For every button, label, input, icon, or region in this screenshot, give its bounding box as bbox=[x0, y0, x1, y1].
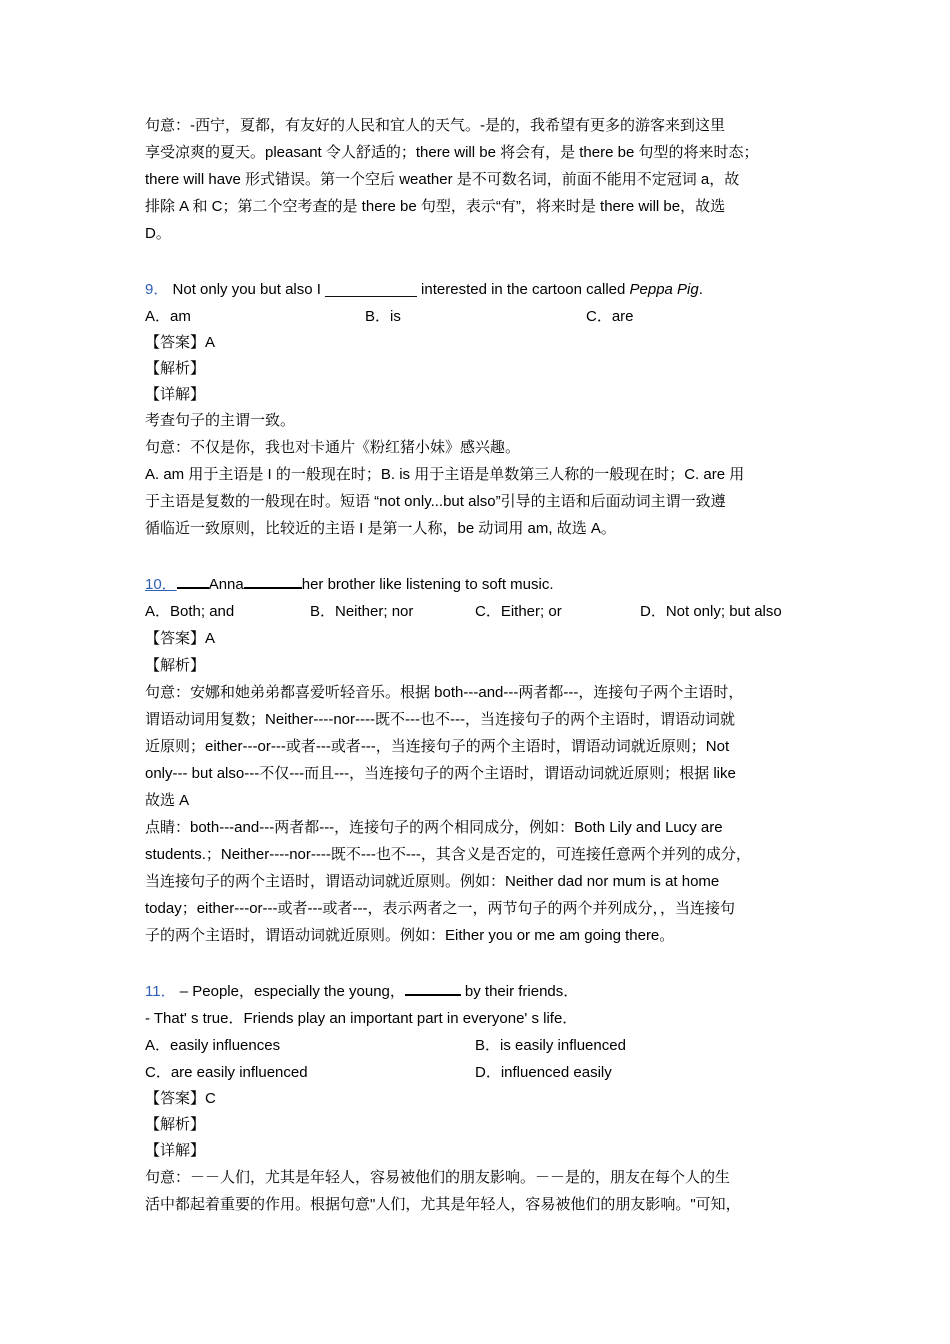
option-b: B．Neither; nor bbox=[310, 603, 414, 620]
option-a: A．easily influences bbox=[145, 1037, 281, 1054]
text-line: 点睛：both---and---两者都---，连接句子的两个相同成分，例如：Both Lily and Lucy are bbox=[145, 819, 723, 836]
stem-text: interested in the cartoon called bbox=[421, 281, 626, 298]
detail-label: 【详解】 bbox=[145, 1142, 206, 1159]
question-stem bbox=[145, 978, 810, 1005]
document-page bbox=[145, 112, 810, 1218]
analysis-label: 【解析】 bbox=[145, 657, 206, 674]
options-row bbox=[145, 303, 810, 330]
text-line: 于主语是复数的一般现在时。短语 “not only...but also”引导的主语和后面动词主谓一致遵 bbox=[145, 493, 726, 510]
question-11 bbox=[145, 978, 810, 1218]
answer-label: 【答案】C bbox=[145, 1090, 216, 1107]
question-stem bbox=[145, 571, 810, 598]
dialogue-line: - That' s true．Friends play an important part in everyone' s life． bbox=[145, 1010, 578, 1027]
text-line: 近原则；either---or---或者---或者---，当连接句子的两个主语时，谓语动词就近原则；Not bbox=[145, 738, 730, 755]
options-row bbox=[145, 1032, 810, 1059]
detail-label: 【详解】 bbox=[145, 386, 206, 403]
text-line: only--- but also---不仅---而且---，当连接句子的两个主语时，谓语动词就近原则；根据 like bbox=[145, 765, 736, 782]
text-line: 考查句子的主谓一致。 bbox=[145, 412, 296, 429]
q8-explanation bbox=[145, 112, 810, 247]
text-line: students.；Neither----nor----既不---也不---，其含义是否定的，可连接任意两个并列的成分， bbox=[145, 846, 751, 863]
option-c: C．Either; or bbox=[475, 603, 562, 620]
question-9 bbox=[145, 276, 810, 542]
option-b: B．is bbox=[365, 308, 401, 325]
stem-text: her brother like listening to soft music. bbox=[301, 576, 554, 593]
text-line: 子的两个主语时，谓语动词就近原则。例如：Either you or me am going there。 bbox=[145, 927, 675, 944]
answer-blank: ___________ bbox=[325, 281, 417, 298]
analysis-label: 【解析】 bbox=[145, 360, 206, 377]
stem-italic: Peppa Pig bbox=[629, 281, 699, 298]
text-line: 活中都起着重要的作用。根据句意"人们，尤其是年轻人，容易被他们的朋友影响。"可知， bbox=[145, 1196, 741, 1213]
text-line: today；either---or---或者---或者---，表示两者之一，两节句子的两个并列成分，，当连接句 bbox=[145, 900, 735, 917]
question-stem: 9． Not only you but also I ___________ interested in the cartoon called Peppa Pig. bbox=[145, 281, 703, 298]
stem-text: – People，especially the young， bbox=[175, 983, 405, 1000]
text-line: 循临近一致原则，比较近的主语 I 是第一人称，be 动词用 am, 故选 A。 bbox=[145, 520, 616, 537]
answer-label: 【答案】A bbox=[145, 334, 216, 351]
question-number: 9． bbox=[145, 281, 169, 298]
text-line: there will have 形式错误。第一个空后 weather 是不可数名词，前面不能用不定冠词 a，故 bbox=[145, 171, 740, 188]
option-c: C．are bbox=[586, 308, 634, 325]
option-b: B．is easily influenced bbox=[475, 1037, 626, 1054]
text-line: 当连接句子的两个主语时，谓语动词就近原则。例如：Neither dad nor mum is at home bbox=[145, 873, 720, 890]
text-line: 故选 A bbox=[145, 792, 190, 809]
stem-text: by their friends． bbox=[464, 983, 579, 1000]
question-number: 11． bbox=[145, 983, 176, 1000]
text-line: 句意：安娜和她弟弟都喜爱听轻音乐。根据 both---and---两者都---，连接句子两个主语时， bbox=[145, 684, 744, 701]
text-line: 谓语动词用复数；Neither----nor----既不---也不---，当连接句子的两个主语时，谓语动词就 bbox=[145, 711, 735, 728]
text-line: 享受凉爽的夏天。pleasant 令人舒适的；there will be 将会有，是 there be 句型的将来时态； bbox=[145, 144, 759, 161]
option-c: C．are easily influenced bbox=[145, 1064, 308, 1081]
text-line: A. am 用于主语是 I 的一般现在时；B. is 用于主语是单数第三人称的一般现在时；C. are 用 bbox=[145, 466, 745, 483]
options-row bbox=[145, 598, 810, 625]
question-10 bbox=[145, 571, 810, 949]
analysis-label: 【解析】 bbox=[145, 1116, 206, 1133]
text-line: 句意：－－人们，尤其是年轻人，容易被他们的朋友影响。－－是的，朋友在每个人的生 bbox=[145, 1169, 731, 1186]
answer-blank bbox=[177, 573, 209, 589]
text-line: D。 bbox=[145, 225, 171, 242]
answer-label: 【答案】A bbox=[145, 630, 216, 647]
answer-blank bbox=[244, 573, 302, 589]
stem-text: Anna bbox=[208, 576, 244, 593]
option-d: D．Not only; but also bbox=[640, 603, 782, 620]
question-number-link[interactable]: 10． bbox=[145, 576, 177, 593]
text-line: 排除 A 和 C；第二个空考查的是 there be 句型，表示“有”，将来时是 there will be，故选 bbox=[145, 198, 726, 215]
options-row bbox=[145, 1059, 810, 1086]
option-a: A．am bbox=[145, 308, 191, 325]
stem-text: Not only you but also I bbox=[172, 281, 321, 298]
option-a: A．Both; and bbox=[145, 603, 235, 620]
text-line: 句意：不仅是你，我也对卡通片《粉红猪小妹》感兴趣。 bbox=[145, 439, 521, 456]
text-line: 句意：-西宁，夏都，有友好的人民和宜人的天气。-是的，我希望有更多的游客来到这里 bbox=[145, 117, 725, 134]
option-d: D．influenced easily bbox=[475, 1064, 612, 1081]
answer-blank bbox=[405, 980, 461, 996]
